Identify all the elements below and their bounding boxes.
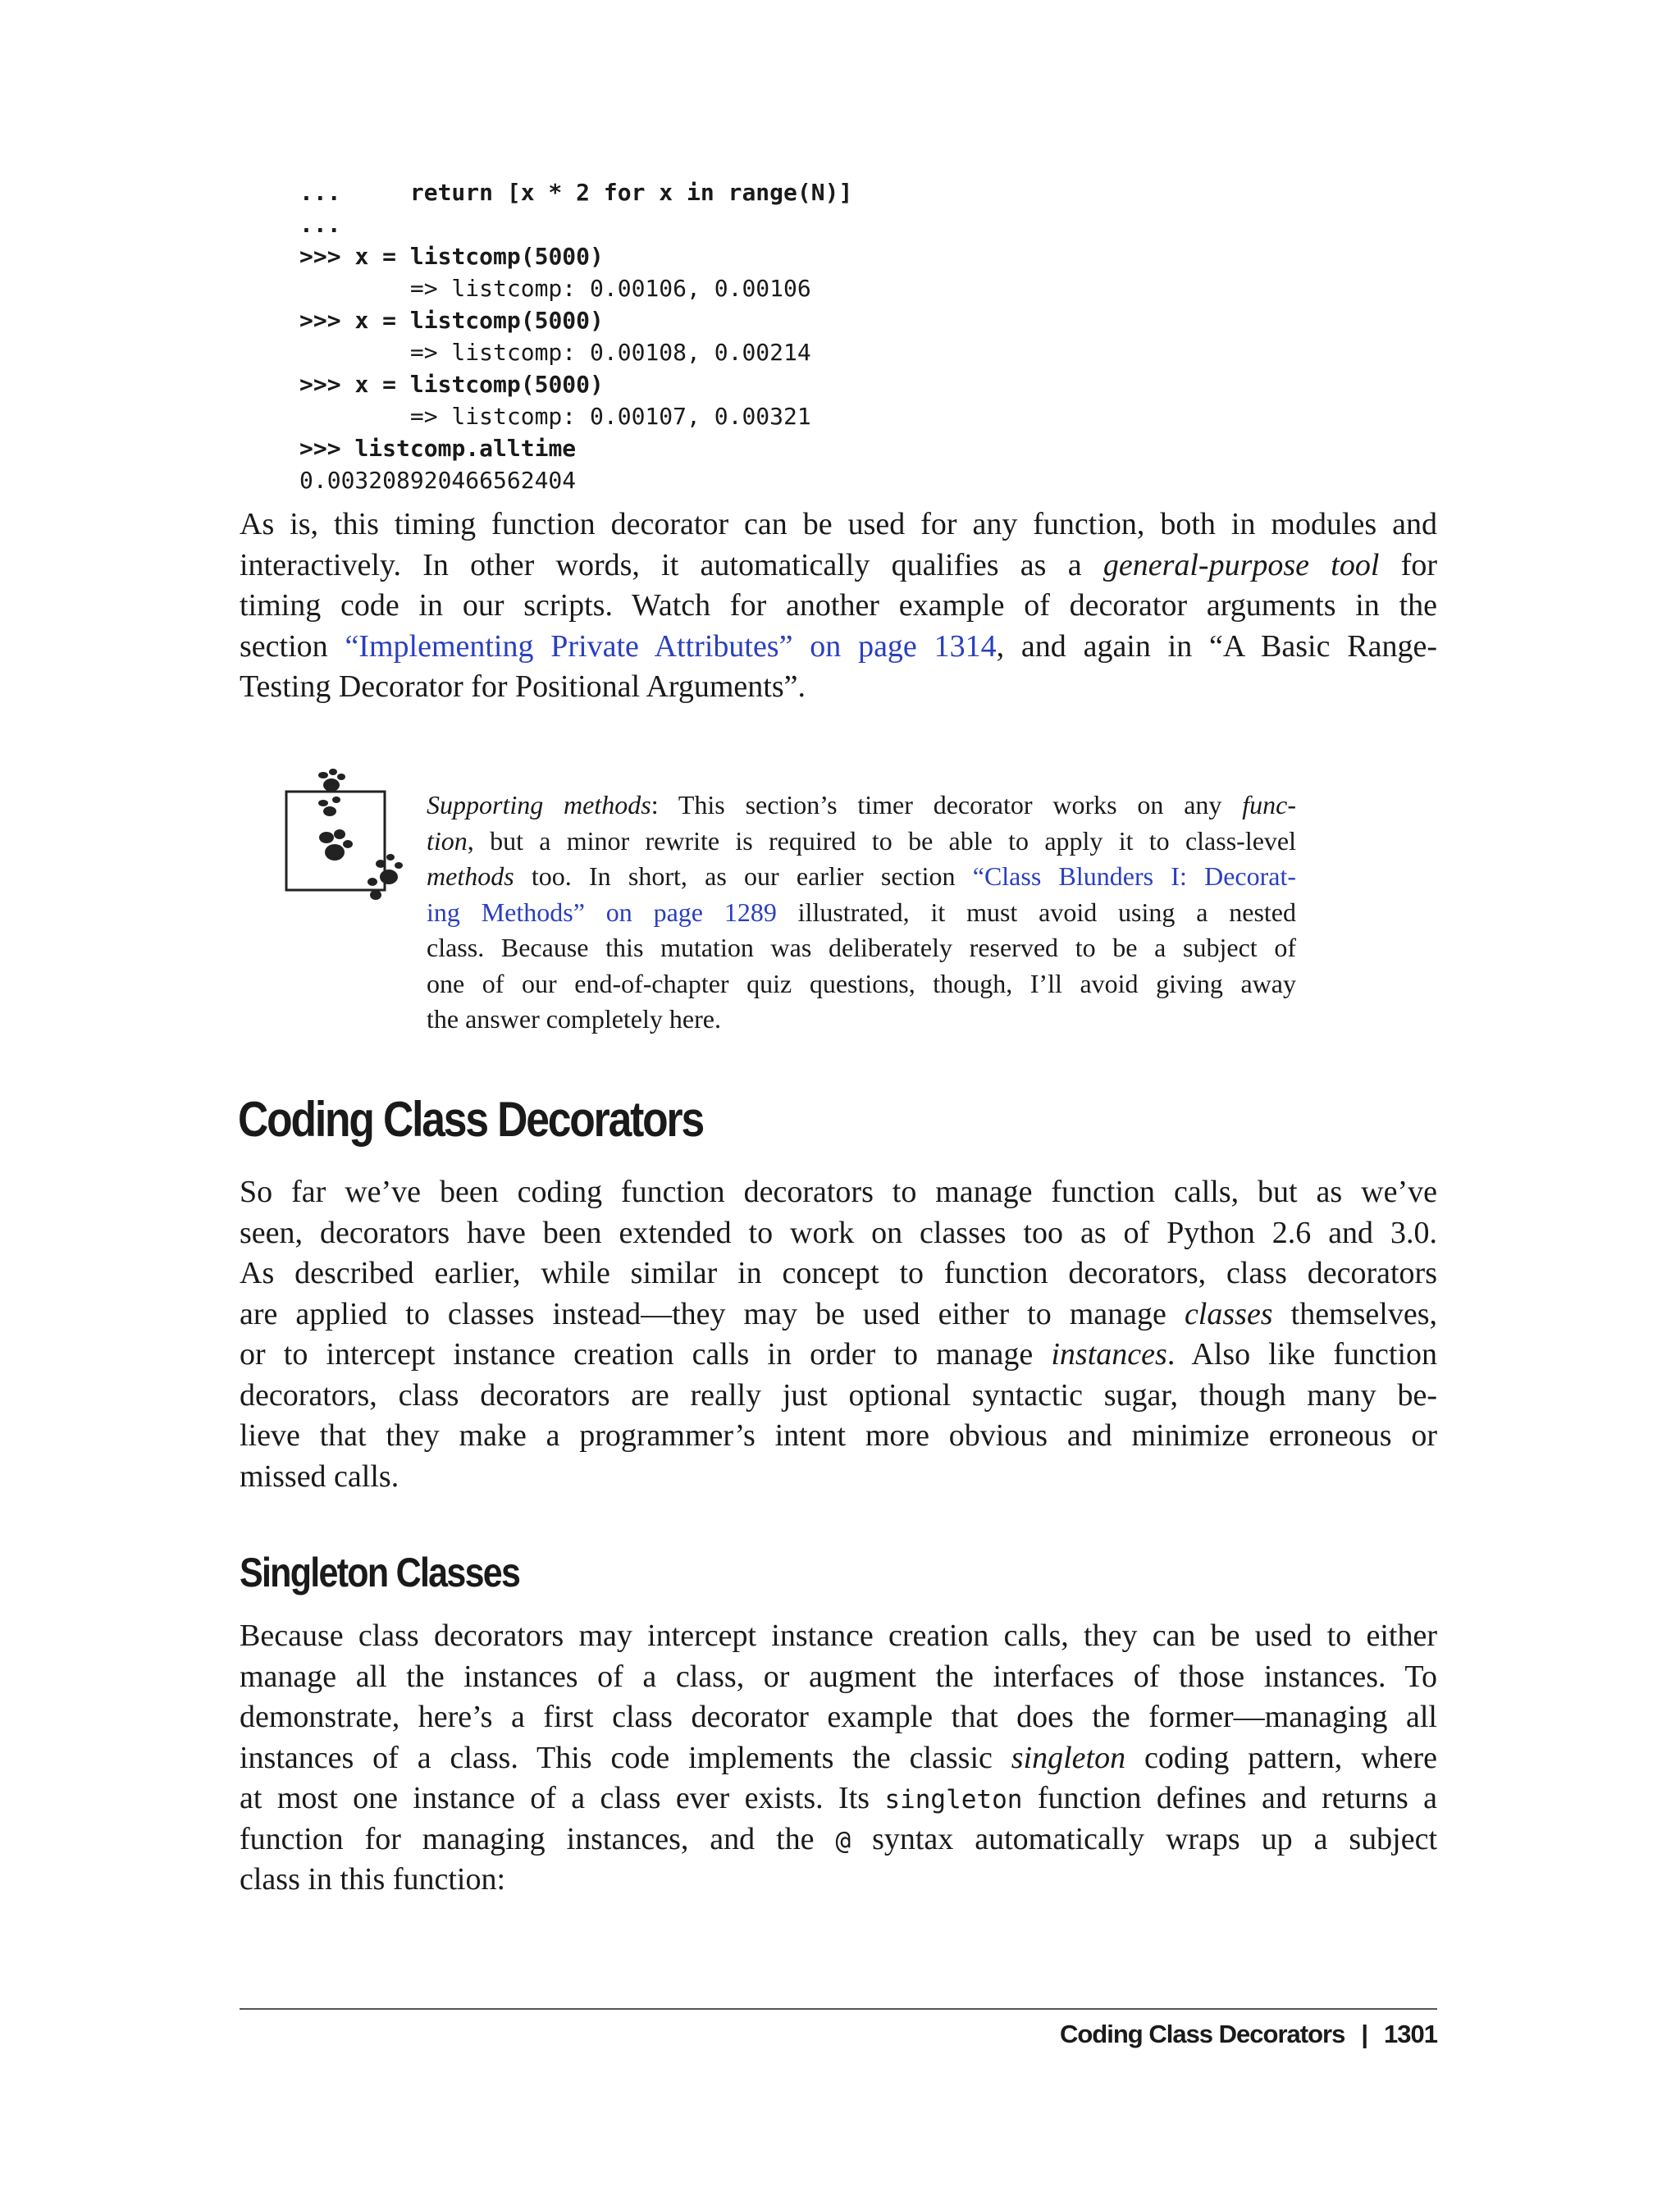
code-line — [299, 240, 1448, 272]
code-listing — [299, 176, 1448, 496]
text-line: section “Implementing Private Attributes” on page 1314, and again in “A Basic Range- — [240, 628, 1437, 664]
text-line: demonstrate, here’s a first class decorator example that does the former—managing all — [240, 1700, 1437, 1734]
inline-code: @ — [835, 1825, 851, 1856]
text-line: function for managing instances, and the @ syntax automatically wraps up a subject — [240, 1821, 1438, 1856]
link-private-attributes[interactable]: “Implementing Private Attributes” on page 1314 — [345, 628, 997, 664]
tip-note — [427, 788, 1296, 1038]
emphasis: general-purpose tool — [1102, 547, 1380, 582]
tip-paw-prints-icon — [284, 767, 415, 906]
code-input: x = listcomp(5000) — [354, 243, 604, 270]
code-prompt: >>> — [299, 371, 355, 398]
page-footer — [1060, 2020, 1437, 2049]
code-output: => listcomp: 0.00106, 0.00106 — [299, 275, 811, 302]
code-line — [299, 336, 1448, 368]
text-line: missed calls. — [240, 1459, 399, 1494]
code-input: return [x * 2 for x in range(N)] — [409, 179, 853, 206]
code-output: => listcomp: 0.00107, 0.00321 — [299, 403, 811, 430]
text-line: class in this function: — [240, 1862, 506, 1897]
text-line: instances of a class. This code implements the classic singleton coding pattern, where — [240, 1740, 1437, 1775]
code-input: x = listcomp(5000) — [354, 371, 604, 398]
text-line: As described earlier, while similar in concept to function decorators, class decorators — [240, 1256, 1437, 1290]
code-input: listcomp.alltime — [354, 435, 577, 462]
code-prompt: >>> — [299, 243, 355, 270]
code-output: 0.003208920466562404 — [299, 467, 577, 494]
text-line: manage all the instances of a class, or augment the interfaces of those instances. To — [240, 1659, 1437, 1694]
code-line — [299, 176, 1448, 208]
code-line — [299, 208, 1448, 240]
text-line: decorators, class decorators are really just optional syntactic sugar, though many be- — [240, 1377, 1437, 1413]
code-prompt: >>> — [299, 307, 355, 334]
code-line — [299, 432, 1448, 464]
footer-rule — [240, 2008, 1437, 2010]
section-heading: Coding Class Decorators — [238, 1092, 704, 1147]
text-line: at most one instance of a class ever exists. Its singleton function defines and returns a — [240, 1781, 1437, 1815]
code-line — [299, 368, 1448, 400]
paragraph-timing-decorator — [240, 504, 1437, 708]
text-line: Because class decorators may intercept instance creation calls, they can be used to either — [240, 1618, 1437, 1653]
note-line: tion, but a minor rewrite is required to be able to apply it to class-level — [427, 825, 1296, 856]
inline-code: singleton — [884, 1785, 1023, 1815]
paragraph-singleton — [240, 1616, 1437, 1901]
text-line: are applied to classes instead—they may be used either to manage classes themselves, — [240, 1296, 1437, 1331]
link-class-blunders[interactable]: “Class Blunders I: Decorat- — [972, 861, 1296, 891]
code-line — [299, 304, 1448, 336]
paragraph-class-decorators — [240, 1172, 1437, 1497]
text-line: timing code in our scripts. Watch for another example of decorator arguments in the — [240, 588, 1437, 623]
note-line: Supporting methods: This section’s timer decorator works on any func- — [427, 790, 1297, 819]
text-line: As is, this timing function decorator can be used for any function, both in modules and — [240, 507, 1437, 541]
subsection-heading: Singleton Classes — [240, 1550, 520, 1596]
note-line: ing Methods” on page 1289 illustrated, it must avoid using a nested — [427, 897, 1297, 927]
code-output: => listcomp: 0.00108, 0.00214 — [299, 339, 811, 366]
text-line: seen, decorators have been extended to work on classes too as of Python 2.6 and 3.0. — [240, 1215, 1437, 1250]
code-prompt: ... — [299, 211, 341, 238]
text-line: interactively. In other words, it automatically qualifies as a general-purpose tool for — [240, 547, 1438, 582]
code-prompt: >>> — [299, 435, 355, 462]
page-number: 1301 — [1384, 2020, 1437, 2048]
footer-separator: | — [1361, 2020, 1368, 2048]
note-line: methods too. In short, as our earlier section “Class Blunders I: Decorat- — [427, 861, 1296, 891]
code-input: x = listcomp(5000) — [354, 307, 604, 334]
code-prompt: ... — [299, 179, 410, 206]
footer-section-title: Coding Class Decorators — [1059, 2020, 1345, 2048]
text-line: So far we’ve been coding function decorators to manage function calls, but as we’ve — [240, 1175, 1437, 1209]
code-line — [299, 464, 1448, 496]
text-line: or to intercept instance creation calls in order to manage instances. Also like function — [240, 1337, 1438, 1372]
note-line: the answer completely here. — [427, 1004, 721, 1034]
note-line: class. Because this mutation was deliberately reserved to be a subject of — [427, 933, 1296, 962]
link-class-blunders-cont[interactable]: ing Methods” on page 1289 — [427, 897, 777, 927]
code-line — [299, 272, 1448, 304]
text-line: Testing Decorator for Positional Arguments”. — [240, 669, 806, 704]
note-line: one of our end-of-chapter quiz questions, though, I’ll avoid giving away — [427, 968, 1296, 998]
text-line: lieve that they make a programmer’s intent more obvious and minimize erroneous or — [240, 1418, 1437, 1453]
code-line — [299, 400, 1448, 432]
